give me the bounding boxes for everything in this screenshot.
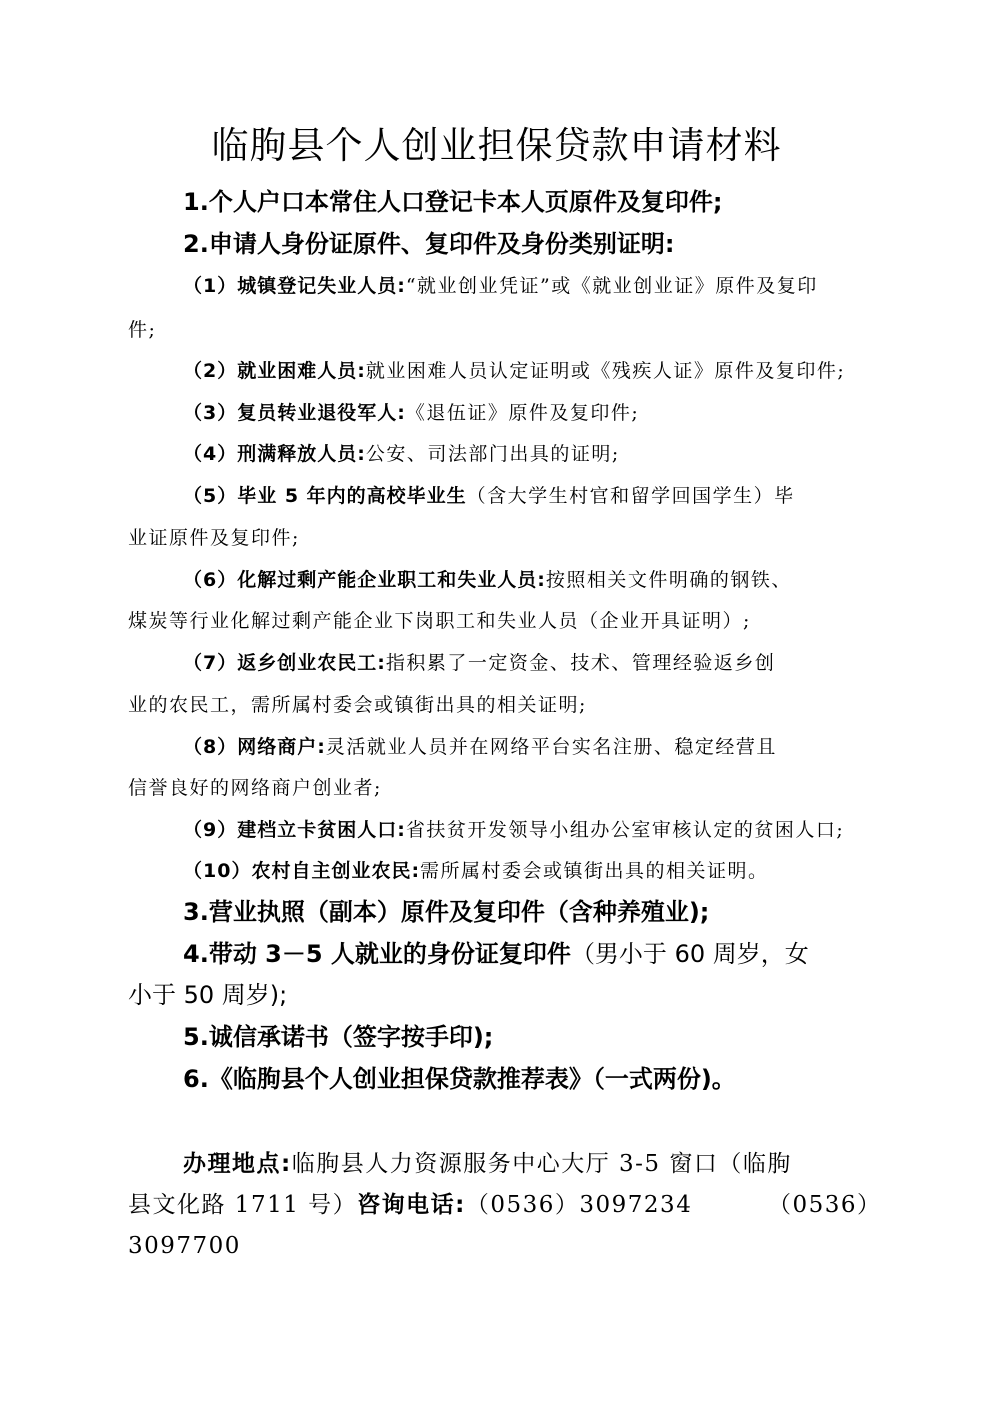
office-address — [183, 1147, 933, 1181]
office-address-cont — [128, 1188, 882, 1222]
item-1 — [183, 185, 933, 219]
sub-item-7-label: （7）返乡创业农民工: — [183, 652, 386, 674]
sub-item-9-label: （9）建档立卡贫困人口: — [183, 819, 406, 841]
item-3 — [183, 895, 933, 929]
office-address-label: 办理地点: — [183, 1151, 292, 1177]
sub-item-8-text: 灵活就业人员并在网络平台实名注册、稳定经营且 — [325, 736, 777, 758]
sub-item-1-text: “就业创业凭证”或《就业创业证》原件及复印 — [405, 275, 818, 297]
item-2-text: 2.申请人身份证原件、复印件及身份类别证明: — [183, 230, 675, 258]
item-3-text: 3.营业执照（副本）原件及复印件（含种养殖业); — [183, 898, 710, 926]
item-5 — [183, 1020, 933, 1054]
sub-item-3-text: 《退伍证》原件及复印件; — [405, 402, 640, 424]
sub-item-6 — [183, 565, 933, 595]
sub-item-6-text: 按照相关文件明确的钢铁、 — [545, 569, 792, 591]
sub-item-1-label: （1）城镇登记失业人员: — [183, 275, 406, 297]
sub-item-7 — [183, 648, 933, 678]
sub-item-8-cont — [128, 773, 878, 803]
office-address-text-cont: 县文化路 1711 号） — [128, 1192, 358, 1218]
item-4-label: 4.带动 3－5 人就业的身份证复印件 — [183, 940, 571, 968]
sub-item-2-label: （2）就业困难人员: — [183, 360, 366, 382]
sub-item-3-label: （3）复员转业退役军人: — [183, 402, 406, 424]
item-1-text: 1.个人户口本常住人口登记卡本人页原件及复印件; — [183, 188, 723, 216]
consult-phone-label: 咨询电话: — [357, 1192, 466, 1218]
sub-item-10-label: （10）农村自主创业农民: — [183, 860, 421, 882]
item-5-text: 5.诚信承诺书（签字按手印); — [183, 1023, 494, 1051]
sub-item-5-label: （5）毕业 5 年内的高校毕业生 — [183, 485, 467, 507]
sub-item-1-text-cont: 件; — [128, 319, 157, 341]
sub-item-4-label: （4）刑满释放人员: — [183, 443, 366, 465]
sub-item-8-label: （8）网络商户: — [183, 736, 326, 758]
sub-item-2 — [183, 356, 933, 386]
item-4-text: （男小于 60 周岁，女 — [570, 940, 809, 968]
sub-item-9 — [183, 815, 933, 845]
item-6-text: 6.《临朐县个人创业担保贷款推荐表》（一式两份)。 — [183, 1065, 736, 1093]
sub-item-6-label: （6）化解过剩产能企业职工和失业人员: — [183, 569, 546, 591]
consult-phone-cont — [128, 1229, 878, 1263]
sub-item-5-text: （含大学生村官和留学回国学生）毕 — [466, 485, 795, 507]
sub-item-7-text-cont: 业的农民工，需所属村委会或镇街出具的相关证明; — [128, 694, 587, 716]
item-6 — [183, 1062, 933, 1096]
sub-item-10-text: 需所属村委会或镇街出具的相关证明。 — [420, 860, 769, 882]
item-2 — [183, 227, 933, 261]
sub-item-5 — [183, 481, 933, 511]
sub-item-2-text: 就业困难人员认定证明或《残疾人证》原件及复印件; — [365, 360, 846, 382]
item-4 — [183, 937, 933, 971]
sub-item-5-text-cont: 业证原件及复印件; — [128, 527, 300, 549]
consult-phone-1: （0536）3097234 — [465, 1192, 693, 1218]
sub-item-1-cont — [128, 315, 878, 345]
sub-item-8-text-cont: 信誉良好的网络商户创业者; — [128, 777, 382, 799]
sub-item-4 — [183, 439, 933, 469]
sub-item-1 — [183, 271, 933, 301]
sub-item-6-text-cont: 煤炭等行业化解过剩产能企业下岗职工和失业人员（企业开具证明）; — [128, 610, 751, 632]
sub-item-3 — [183, 398, 933, 428]
document-title: 临朐县个人创业担保贷款申请材料 — [211, 124, 782, 167]
sub-item-9-text: 省扶贫开发领导小组办公室审核认定的贫困人口; — [405, 819, 845, 841]
sub-item-4-text: 公安、司法部门出具的证明; — [365, 443, 620, 465]
item-4-cont — [128, 978, 878, 1012]
sub-item-8 — [183, 732, 933, 762]
item-4-text-cont: 小于 50 周岁); — [128, 981, 288, 1009]
consult-phone-2: （0536） — [768, 1192, 882, 1218]
sub-item-5-cont — [128, 523, 878, 553]
sub-item-7-text: 指积累了一定资金、技术、管理经验返乡创 — [385, 652, 776, 674]
office-address-text: 临朐县人力资源服务中心大厅 3-5 窗口（临朐 — [291, 1151, 792, 1177]
sub-item-10 — [183, 856, 933, 886]
sub-item-7-cont — [128, 690, 878, 720]
sub-item-6-cont — [128, 606, 878, 636]
consult-phone-2-cont: 3097700 — [128, 1233, 241, 1259]
